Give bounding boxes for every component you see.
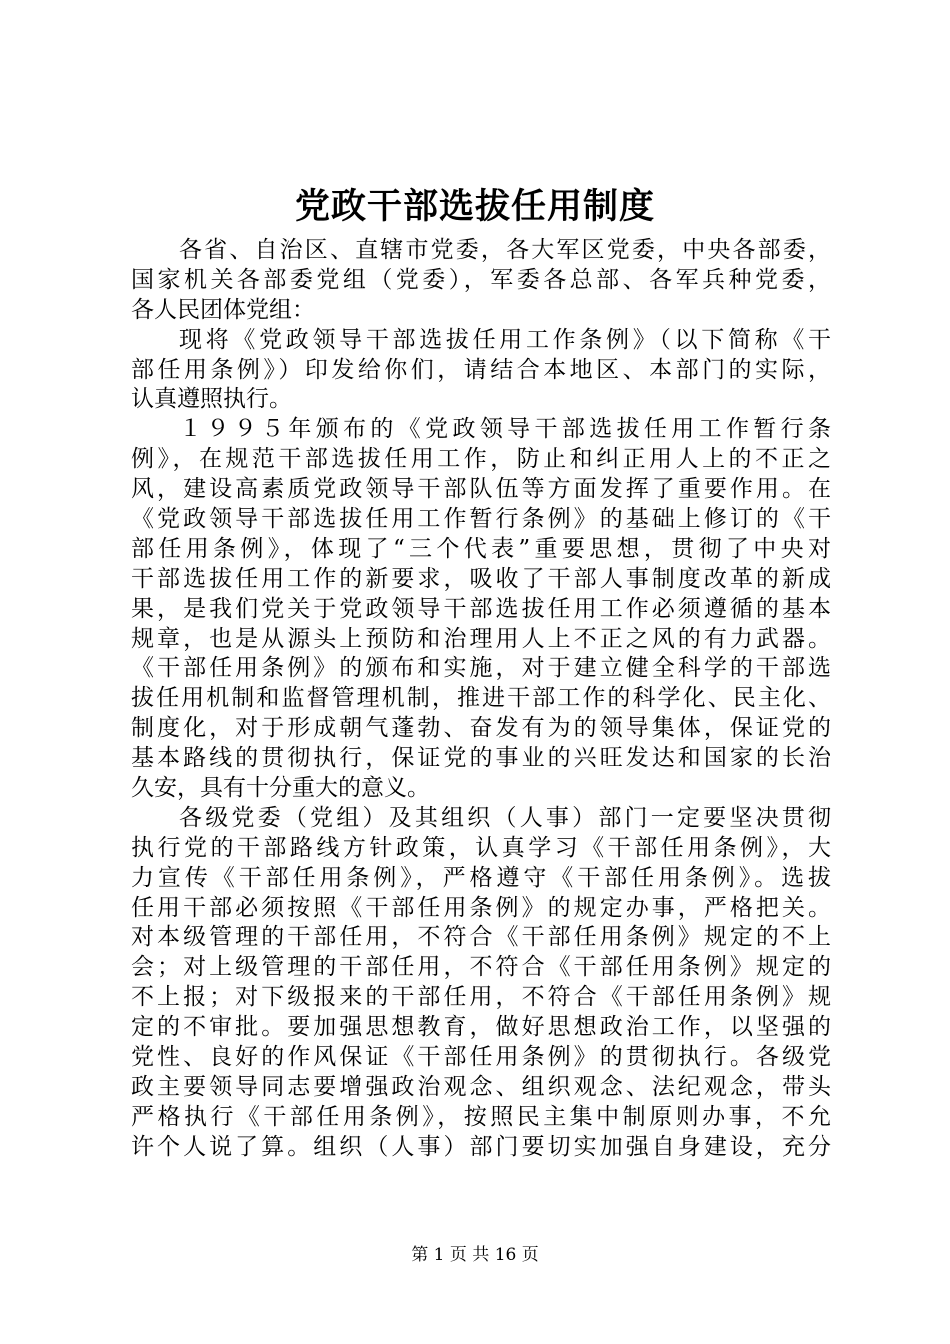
body-line: 《党政领导干部选拔任用工作暂行条例》的基础上修订的《干 (131, 506, 831, 533)
body-line: 部任用条例》，体现了“三个代表”重要思想，贯彻了中央对 (131, 535, 831, 562)
body-line: 党性、良好的作风保证《干部任用条例》的贯彻执行。各级党 (131, 1044, 831, 1071)
body-line: 国家机关各部委党组（党委），军委各总部、各军兵种党委， (131, 266, 831, 293)
document-title: 党政干部选拔任用制度 (294, 186, 655, 227)
body-line: 《干部任用条例》的颁布和实施，对于建立健全科学的干部选 (131, 655, 831, 682)
body-line: 久安，具有十分重大的意义。 (131, 775, 430, 802)
body-line: 任用干部必须按照《干部任用条例》的规定办事，严格把关。 (131, 894, 831, 921)
body-line: 现将《党政领导干部选拔任用工作条例》（以下简称《干 (179, 326, 831, 353)
body-line: 各省、自治区、直辖市党委，各大军区党委，中央各部委， (179, 237, 831, 263)
body-line: 严格执行《干部任用条例》，按照民主集中制原则办事，不允 (131, 1103, 831, 1130)
body-line: 许个人说了算。组织（人事）部门要切实加强自身建设，充分 (131, 1133, 831, 1160)
body-line: 各人民团体党组： (131, 296, 315, 323)
page-footer: 第 1 页 共 16 页 (411, 1245, 539, 1265)
body-line: 基本路线的贯彻执行，保证党的事业的兴旺发达和国家的长治 (131, 745, 831, 772)
body-line: 制度化，对于形成朝气蓬勃、奋发有为的领导集体，保证党的 (131, 715, 831, 742)
document-body (131, 236, 831, 1163)
body-line: 干部选拔任用工作的新要求，吸收了干部人事制度改革的新成 (131, 565, 831, 592)
body-line: 不上报；对下级报来的干部任用，不符合《干部任用条例》规 (131, 984, 831, 1011)
body-line: 风，建设高素质党政领导干部队伍等方面发挥了重要作用。在 (131, 476, 831, 503)
body-line: 部任用条例》）印发给你们，请结合本地区、本部门的实际， (131, 356, 831, 383)
body-line: 例》，在规范干部选拔任用工作，防止和纠正用人上的不正之 (131, 446, 831, 473)
body-line: 规章，也是从源头上预防和治理用人上不正之风的有力武器。 (131, 625, 831, 652)
body-line: 果，是我们党关于党政领导干部选拔任用工作必须遵循的基本 (131, 595, 831, 622)
body-line: 执行党的干部路线方针政策，认真学习《干部任用条例》，大 (131, 834, 831, 861)
body-line: 定的不审批。要加强思想教育，做好思想政治工作，以坚强的 (131, 1014, 831, 1041)
body-line: 认真遵照执行。 (131, 386, 292, 413)
body-line: 力宣传《干部任用条例》，严格遵守《干部任用条例》。选拔 (131, 864, 831, 891)
body-line: 各级党委（党组）及其组织（人事）部门一定要坚决贯彻 (179, 804, 831, 831)
body-line: 政主要领导同志要增强政治观念、组织观念、法纪观念，带头 (131, 1073, 831, 1100)
body-line: 拔任用机制和监督管理机制，推进干部工作的科学化、民主化、 (131, 685, 831, 712)
body-line: 对本级管理的干部任用，不符合《干部任用条例》规定的不上 (131, 924, 831, 951)
body-line: 会；对上级管理的干部任用，不符合《干部任用条例》规定的 (131, 954, 831, 981)
body-line: １９９５年颁布的《党政领导干部选拔任用工作暂行条 (179, 416, 831, 443)
